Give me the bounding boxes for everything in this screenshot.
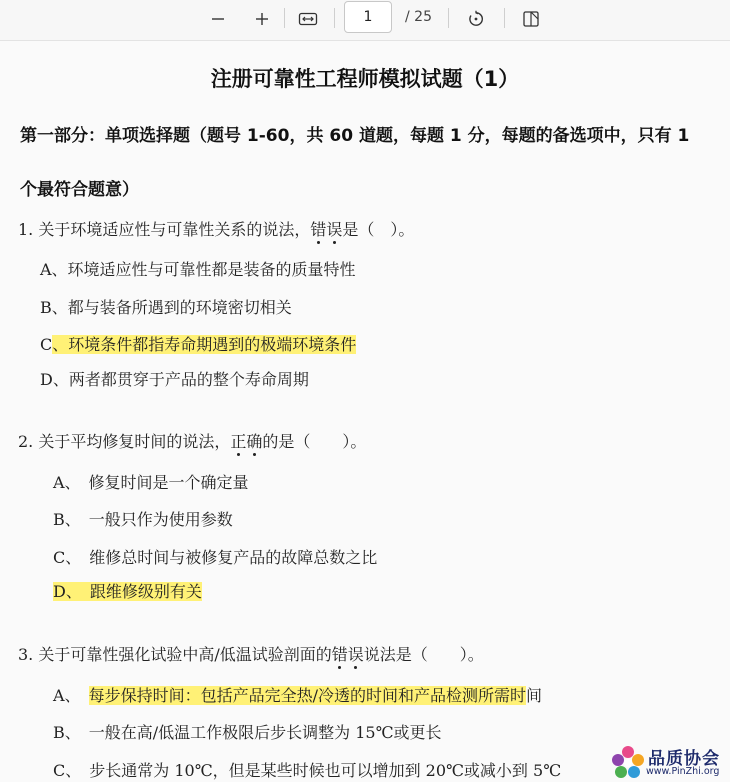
zoom-in-button[interactable] <box>247 5 277 33</box>
q2-option-d <box>53 579 202 602</box>
fit-width-icon <box>298 11 318 27</box>
toolbar-divider <box>334 8 335 28</box>
page-view-button[interactable] <box>517 5 547 33</box>
option-letter: C <box>40 335 53 354</box>
q1-option-c <box>40 332 356 355</box>
emphasis-char: 确 <box>246 432 263 451</box>
emphasis-char: 正 <box>230 432 247 451</box>
emphasis-char: 错 <box>331 645 348 664</box>
zoom-out-button[interactable] <box>203 5 233 33</box>
question-text: 说法是（ ）。 <box>363 645 484 664</box>
question-2-stem <box>18 429 366 452</box>
toolbar-divider <box>448 8 449 28</box>
question-text: 3. 关于可靠性强化试验中高/低温试验剖面的 <box>18 645 332 664</box>
q1-option-a: A、环境适应性与可靠性都是装备的质量特性 <box>40 260 356 279</box>
fit-width-button[interactable] <box>293 5 323 33</box>
rotate-button[interactable] <box>461 5 491 33</box>
q2-option-a: A、 修复时间是一个确定量 <box>53 473 249 492</box>
question-text: 2. 关于平均修复时间的说法， <box>18 432 231 451</box>
emphasis-char: 误 <box>326 220 343 239</box>
q2-option-c: C、 维修总时间与被修复产品的故障总数之比 <box>53 548 378 567</box>
option-letter: A、 <box>53 686 89 705</box>
zoom-in-icon <box>254 11 270 27</box>
q3-option-a <box>53 683 542 706</box>
emphasis-char: 错 <box>310 220 327 239</box>
rotate-icon <box>467 10 485 28</box>
q3-option-c: C、 步长通常为 10℃，但是某些时候也可以增加到 20℃或减小到 5℃ <box>53 761 562 780</box>
highlighted-answer: 每步保持时间：包括产品完全热/冷透的时间和产品检测所需时 <box>88 686 526 705</box>
question-text: 是（ ）。 <box>342 220 415 239</box>
section-heading-line2: 个最符合题意） <box>20 180 139 200</box>
q2-option-b: B、 一般只作为使用参数 <box>53 510 233 529</box>
emphasis-char: 误 <box>347 645 364 664</box>
document-page <box>0 41 730 782</box>
question-3-stem <box>18 642 484 665</box>
question-text: 1. 关于环境适应性与可靠性关系的说法， <box>18 220 311 239</box>
watermark-url: www.PinZhi.org <box>646 766 720 777</box>
toolbar-divider <box>504 8 505 28</box>
page-total-label: / 25 <box>405 9 432 25</box>
question-1-stem <box>18 217 414 240</box>
document-title: 注册可靠性工程师模拟试题（1） <box>210 67 520 91</box>
question-text: 的是（ ）。 <box>262 432 367 451</box>
watermark-logo <box>608 742 730 782</box>
flower-logo-icon <box>610 744 646 780</box>
highlighted-answer: D、 跟维修级别有关 <box>53 582 202 601</box>
q3-option-b: B、 一般在高/低温工作极限后步长调整为 15℃或更长 <box>53 723 442 742</box>
pdf-toolbar <box>0 0 730 41</box>
option-text: 间 <box>525 686 542 705</box>
highlighted-answer: 、环境条件都指寿命期遇到的极端环境条件 <box>52 335 357 354</box>
zoom-out-icon <box>210 11 226 27</box>
q1-option-b: B、都与装备所遇到的环境密切相关 <box>40 298 292 317</box>
watermark-name: 品质协会 <box>648 749 720 769</box>
two-page-view-icon <box>522 10 542 28</box>
section-heading-line1: 第一部分：单项选择题（题号 1-60，共 60 道题，每题 1 分，每题的备选项中，只有 1 <box>20 126 690 146</box>
toolbar-divider <box>284 8 285 28</box>
q1-option-d: D、两者都贯穿于产品的整个寿命周期 <box>40 370 309 389</box>
page-number-input[interactable] <box>344 1 392 33</box>
